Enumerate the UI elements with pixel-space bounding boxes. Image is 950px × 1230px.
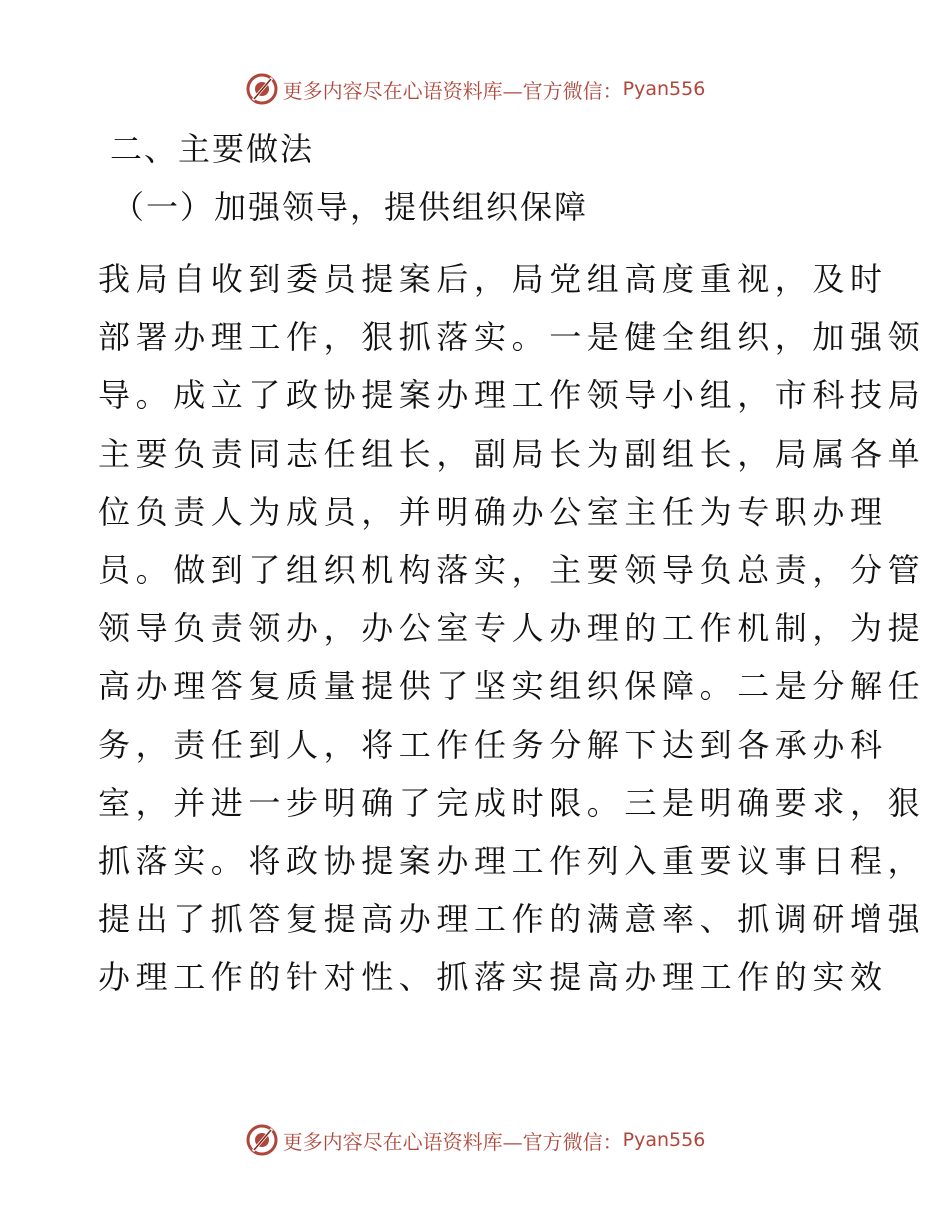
paragraph-line: 我局自收到委员提案后，局党组高度重视，及时 bbox=[98, 260, 888, 298]
footer-watermark bbox=[0, 1123, 950, 1157]
watermark-contact: Pyan556 bbox=[622, 1129, 706, 1151]
watermark-text: 更多内容尽在心语资料库—官方微信： bbox=[282, 78, 623, 103]
section-heading: 二、主要做法 bbox=[110, 130, 315, 168]
subsection-heading: （一）加强领导，提供组织保障 bbox=[112, 188, 589, 226]
paragraph-line: 抓落实。将政协提案办理工作列入重要议事日程， bbox=[98, 842, 926, 881]
paragraph-line: 部署办理工作，狠抓落实。一是健全组织，加强领 bbox=[98, 318, 926, 357]
paragraph-line: 员。做到了组织机构落实，主要领导负总责，分管 bbox=[98, 551, 926, 590]
paragraph-line: 务，责任到人，将工作任务分解下达到各承办科 bbox=[98, 725, 888, 764]
paragraph-line: 办理工作的针对性、抓落实提高办理工作的实效 bbox=[98, 958, 888, 997]
watermark-text: 更多内容尽在心语资料库—官方微信： bbox=[282, 1129, 623, 1154]
header-watermark bbox=[0, 72, 950, 106]
paragraph-line: 高办理答复质量提供了坚实组织保障。二是分解任 bbox=[98, 667, 926, 706]
body-paragraph bbox=[98, 250, 926, 1007]
paragraph-line: 提出了抓答复提高办理工作的满意率、抓调研增强 bbox=[98, 900, 926, 939]
document-page bbox=[98, 120, 926, 1007]
pen-seal-icon bbox=[245, 1123, 279, 1157]
paragraph-line: 领导负责领办，办公室专人办理的工作机制，为提 bbox=[98, 609, 926, 648]
pen-seal-icon bbox=[245, 72, 279, 106]
paragraph-line: 导。成立了政协提案办理工作领导小组，市科技局 bbox=[98, 376, 926, 415]
paragraph-line: 室，并进一步明确了完成时限。三是明确要求，狠 bbox=[98, 783, 926, 822]
paragraph-line: 主要负责同志任组长，副局长为副组长，局属各单 bbox=[98, 434, 926, 473]
paragraph-line: 位负责人为成员，并明确办公室主任为专职办理 bbox=[98, 492, 888, 531]
watermark-contact: Pyan556 bbox=[622, 78, 706, 100]
